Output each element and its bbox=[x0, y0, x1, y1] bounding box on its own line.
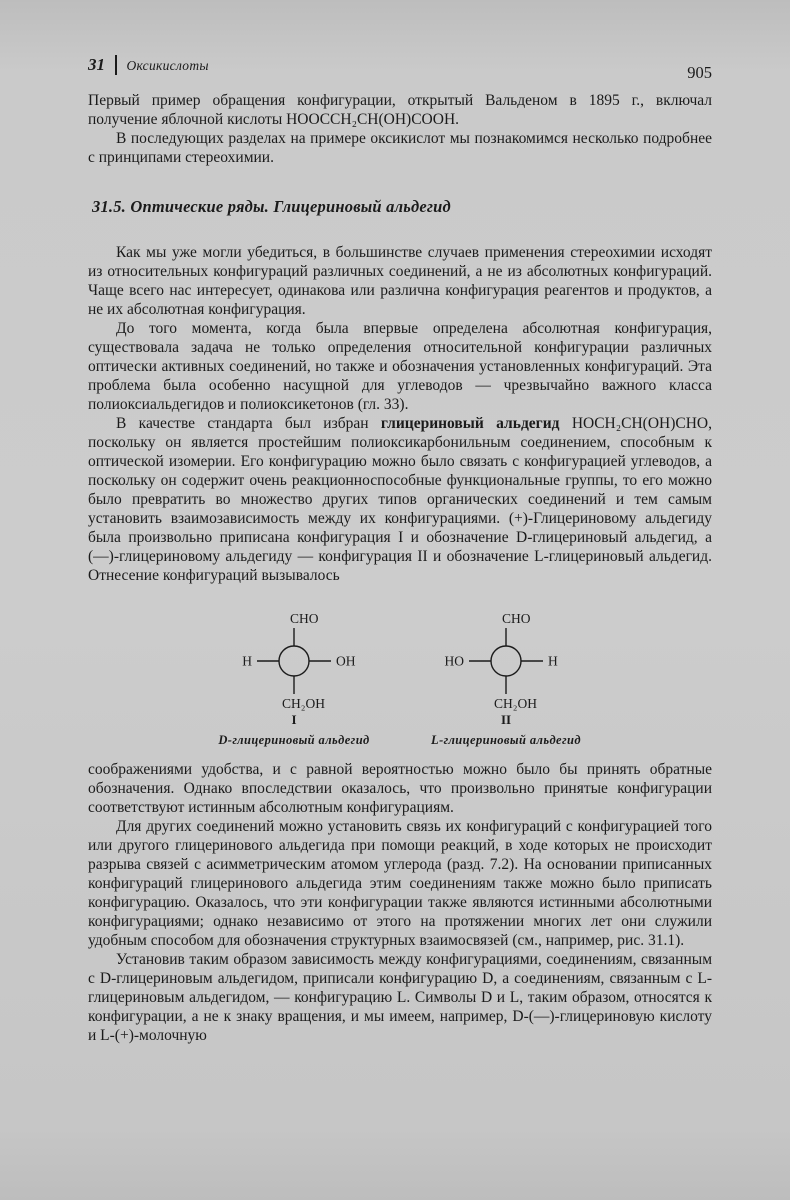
section-heading: 31.5. Оптические ряды. Глицериновый альдегид bbox=[92, 197, 451, 216]
figure-glyceraldehyde-projections bbox=[88, 599, 712, 748]
structure-numeral: I bbox=[291, 712, 297, 727]
after-figure-paragraph-other-compounds: Для других соединений можно установить связь их конфигураций с конфигурацией того или другого глицеринового альдегида при помощи реакций, в ходе которых не происходит разрыва связей с асимметрическим атомом углерода (разд. 7.2). На основании приписанных конфигураций глицеринового альдегида этим соединениям также можно было приписать конфигурацию. Оказалось, что эти конфигурации также являются истинными абсолютными конфигурациями; однако независимо от этого на протяжении многих лет они служили удобным способом для обозначения структурных взаимосвязей (см., например, рис. 31.1). bbox=[88, 818, 712, 949]
structure-l-glyceraldehyde bbox=[416, 599, 596, 748]
structure-numeral: II bbox=[500, 712, 512, 727]
top-group-label: CHO bbox=[502, 611, 531, 626]
section-paragraph-absolute-config: До того момента, когда была впервые определена абсолютная конфигурация, существовала задача не только определения относительной конфигурации различных оптически активных соединений, но также и обозначения установленных конфигураций. Эта проблема была особенно насущной для углеводов — чрезвычайно важного класса полиоксиальдегидов и полиоксикетонов (гл. 33). bbox=[88, 320, 712, 413]
paragraph-text-run: В качестве стандарта был избран bbox=[116, 415, 381, 432]
top-group-label: CHO bbox=[290, 611, 319, 626]
left-group-label: HO bbox=[444, 653, 464, 669]
intro-paragraph-next-sections: В последующих разделах на примере оксикислот мы познакомимся несколько подробнее с принципами стереохимии. bbox=[88, 130, 712, 166]
left-group-label: H bbox=[242, 653, 252, 669]
page-number: 905 bbox=[687, 63, 712, 82]
intro-paragraph-walden: Первый пример обращения конфигурации, открытый Вальденом в 1895 г., включал получение яблочной кислоты HOOCCH₂CH(OH)COOH. bbox=[88, 92, 712, 128]
fischer-projection-d-icon bbox=[209, 599, 379, 711]
right-group-label: H bbox=[548, 653, 558, 669]
chapter-title: Оксикислоты bbox=[126, 58, 209, 73]
bottom-group-label: CH₂OH bbox=[282, 696, 325, 711]
bottom-group-label: CH₂OH bbox=[494, 696, 537, 711]
header-divider bbox=[115, 55, 117, 75]
chapter-number: 31 bbox=[88, 55, 105, 74]
after-figure-paragraph-convention: соображениями удобства, и с равной вероятностью можно было бы принять обратные обозначения. Однако впоследствии оказалось, что произвольно принятые конфигурации соответствуют истинным абсолютным конфигурациям. bbox=[88, 761, 712, 816]
page-header bbox=[88, 55, 712, 82]
structure-caption: D-глицериновый альдегид bbox=[218, 733, 370, 747]
structure-caption: L-глицериновый альдегид bbox=[431, 733, 581, 747]
section-paragraph-glyceraldehyde-standard bbox=[88, 414, 712, 585]
section-paragraph-relative-configs: Как мы уже могли убедиться, в большинстве случаев применения стереохимии исходят из относительных конфигураций различных соединений, а не из абсолютных конфигураций. Чаще всего нас интересует, одинакова или различна конфигурация реагентов и продуктов, а не их абсолютная конфигурация. bbox=[88, 244, 712, 318]
fischer-projection-l-icon bbox=[421, 599, 591, 711]
figure-structures bbox=[88, 599, 712, 748]
paragraph-text-run: HOCH₂CH(OH)CHO, поскольку он является простейшим полиоксикарбонильным соединением, способным к оптической изомерии. Его конфигурацию можно было связать с конфигурацией углеводов, а поскольку он содержит очень реакционноспособные функциональные группы, то его можно было превратить во множество других типов органических соединений и тем самым установить взаимозависимость между их конфигурациями. (+)-Глицериновому альдегиду была произвольно приписана конфигурация I и обозначение D-глицериновый альдегид, а (—)-глицериновому альдегиду — конфигурация II и обозначение L-глицериновый альдегид. Отнесение конфигураций вызывалось bbox=[88, 415, 712, 584]
after-figure-paragraph-d-l-symbols: Установив таким образом зависимость между конфигурациями, соединениям, связанным с D-глицериновым альдегидом, приписали конфигурацию D, а соединениям, связанным с L-глицериновым альдегидом, — конфигурацию L. Символы D и L, таким образом, относятся к конфигурации, а не к знаку вращения, и мы имеем, например, D-(—)-глицериновую кислоту и L-(+)-молочную bbox=[88, 951, 712, 1044]
glyceraldehyde-bold-term: глицериновый альдегид bbox=[380, 415, 560, 432]
structure-d-glyceraldehyde bbox=[204, 599, 384, 748]
right-group-label: OH bbox=[336, 653, 356, 669]
